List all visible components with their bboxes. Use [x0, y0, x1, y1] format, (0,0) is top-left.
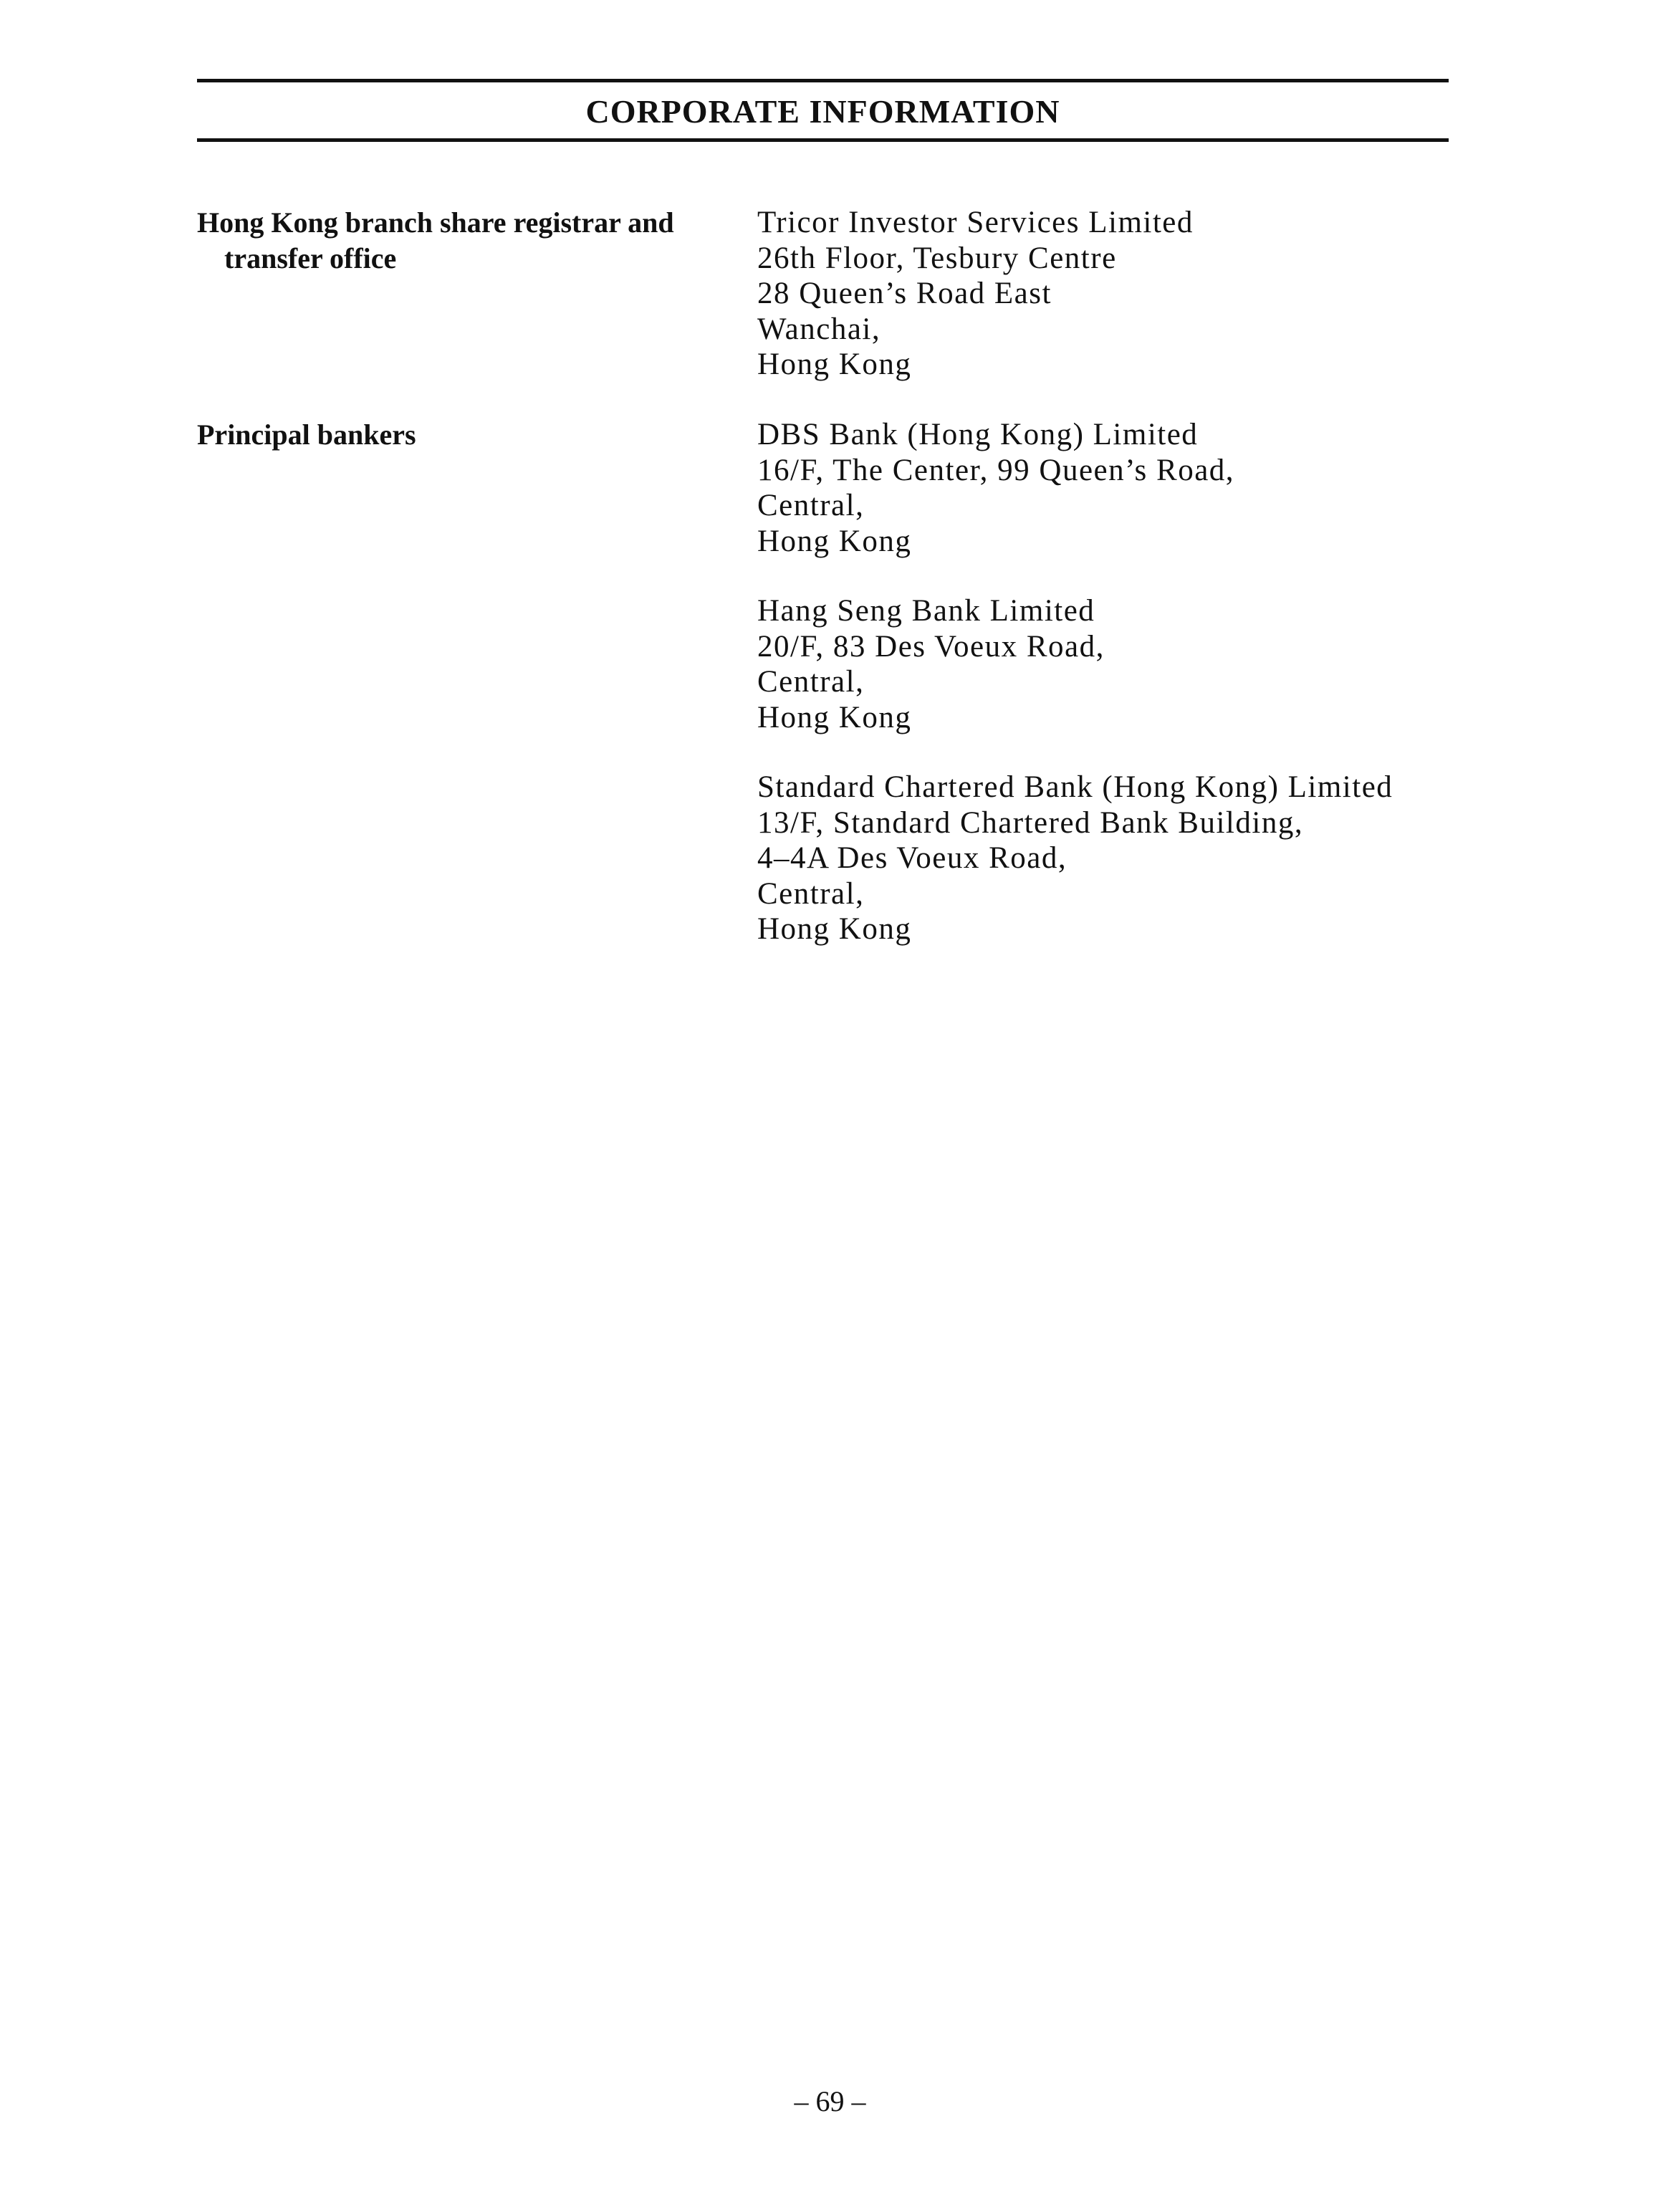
address-line: 28 Queen’s Road East: [757, 277, 1052, 310]
address-line: 13/F, Standard Chartered Bank Building,: [757, 805, 1304, 840]
address-line: 26th Floor, Tesbury Centre: [757, 241, 1117, 275]
address-line: 20/F, 83 Des Voeux Road,: [757, 629, 1105, 664]
address-line: 16/F, The Center, 99 Queen’s Road,: [757, 453, 1235, 487]
address-line: Hang Seng Bank Limited: [757, 594, 1095, 628]
address-line: Standard Chartered Bank (Hong Kong) Limited: [757, 770, 1393, 804]
address-block-tricor: [757, 205, 1449, 383]
address-line: Central,: [757, 489, 865, 522]
address-block-hang-seng: [757, 593, 1449, 735]
section-value: [757, 417, 1449, 982]
address-line: Hong Kong: [757, 700, 912, 734]
address-line: 4–4A Des Voeux Road,: [757, 841, 1068, 875]
page-title: CORPORATE INFORMATION: [585, 93, 1060, 130]
section-label-line: Principal bankers: [197, 418, 416, 451]
address-line: Central,: [757, 876, 865, 911]
header-rule-top: [197, 79, 1449, 82]
address-line: Wanchai,: [757, 312, 881, 346]
address-line: DBS Bank (Hong Kong) Limited: [757, 418, 1199, 451]
address-line: Hong Kong: [757, 348, 912, 381]
header-rule-bottom: [197, 138, 1449, 142]
address-block-dbs: [757, 417, 1449, 559]
section-label-line: transfer office: [224, 242, 397, 274]
section-label-line: Hong Kong branch share registrar and: [197, 206, 674, 239]
section-label: [197, 417, 742, 453]
section-value: [757, 205, 1449, 417]
address-line: Hong Kong: [757, 912, 912, 946]
address-line: Hong Kong: [757, 524, 912, 558]
section-label: [197, 205, 742, 277]
address-line: Tricor Investor Services Limited: [757, 206, 1194, 239]
address-block-standard-chartered: [757, 770, 1449, 947]
page-number: – 69 –: [794, 2085, 866, 2117]
address-line: Central,: [757, 665, 865, 699]
